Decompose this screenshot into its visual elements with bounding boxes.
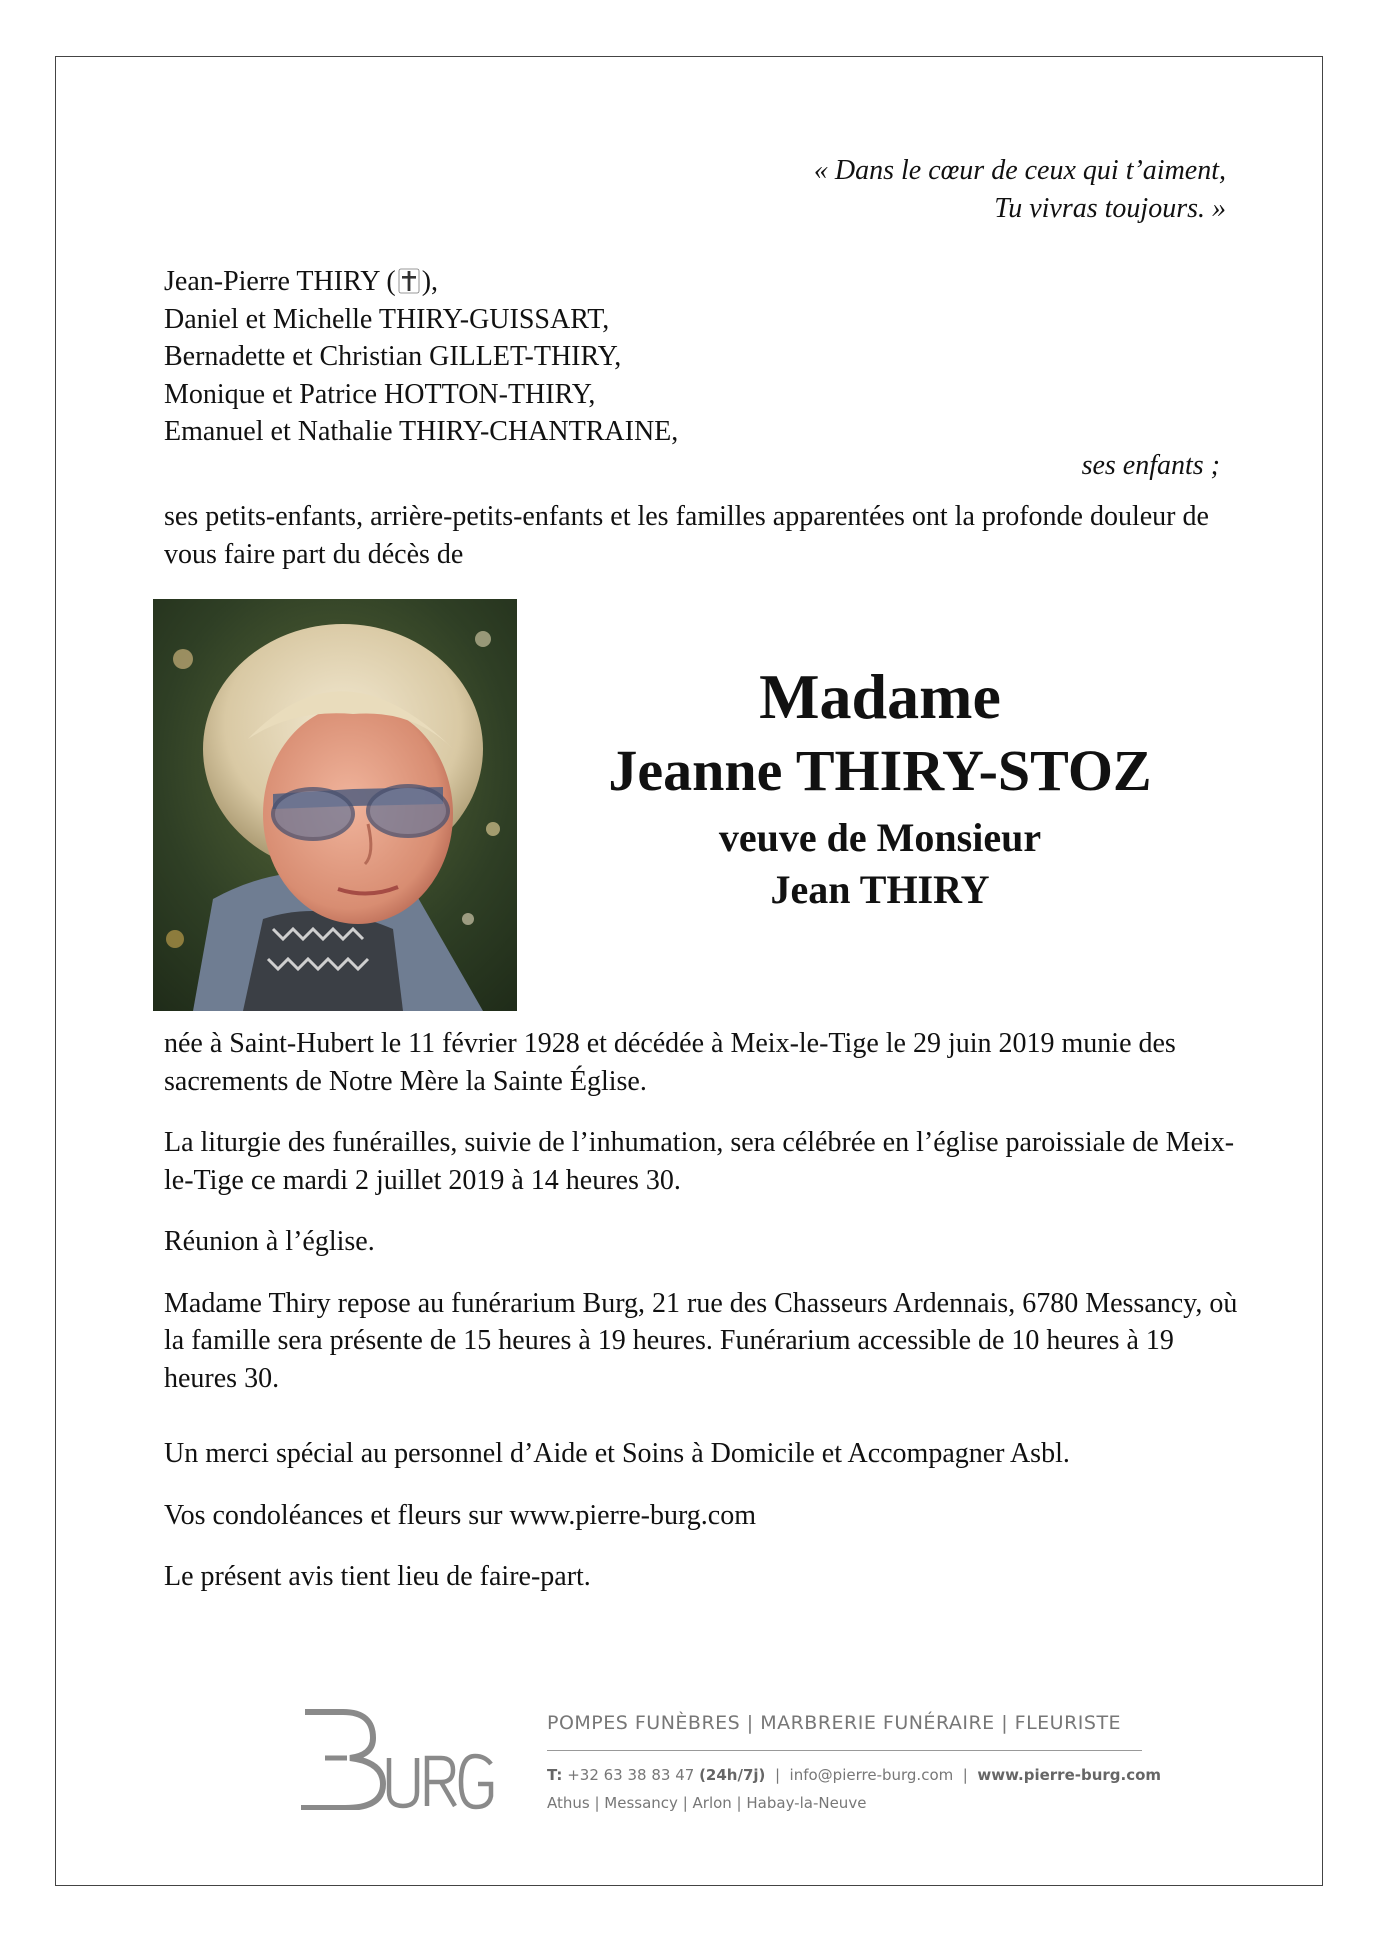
children-list: [164, 263, 678, 451]
announcement-body: [164, 1025, 1244, 1620]
phone-hours: (24h/7j): [699, 1766, 766, 1784]
deceased-name: Jeanne THIRY-STOZ: [608, 738, 1152, 803]
phone-number: +32 63 38 83 47: [567, 1766, 695, 1784]
contact-separator: |: [958, 1766, 973, 1784]
portrait-photo: [153, 599, 517, 1011]
footer-contact: [547, 1766, 1161, 1784]
condolences-paragraph: Vos condoléances et fleurs sur www.pierre-burg.com: [164, 1499, 756, 1531]
website-link[interactable]: www.pierre-burg.com: [977, 1766, 1162, 1784]
thanks-paragraph: Un merci spécial au personnel d’Aide et Soins à Domicile et Accompagner Asbl.: [164, 1438, 1070, 1469]
funeral-paragraph: La liturgie des funérailles, suivie de l’inhumation, sera célébrée en l’église paroissiale de Meix-le-Tige ce mardi 2 juillet 2019 à 14 heures 30.: [164, 1127, 1235, 1196]
child-line-5: Emanuel et Nathalie THIRY-CHANTRAINE,: [164, 416, 679, 447]
funeral-home-footer: [295, 1700, 1195, 1820]
spouse-name: Jean THIRY: [770, 867, 990, 912]
epigraph-quote: [814, 152, 1226, 228]
footer-divider: [547, 1750, 1142, 1751]
deceased-title: Madame: [759, 661, 1001, 732]
children-suffix: ses enfants ;: [1081, 450, 1220, 481]
quote-line-1: « Dans le cœur de ceux qui t’aiment,: [813, 155, 1226, 186]
footer-locations: Athus | Messancy | Arlon | Habay-la-Neuve: [547, 1794, 867, 1812]
birth-death-paragraph: née à Saint-Hubert le 11 février 1928 et décédée à Meix-le-Tige le 29 juin 2019 munie des sacrements de Notre Mère la Sainte Église.: [164, 1028, 1176, 1097]
cross-icon: [398, 268, 420, 294]
child-line-1: [164, 263, 678, 301]
footer-tagline: POMPES FUNÈBRES | MARBRERIE FUNÉRAIRE | FLEURISTE: [547, 1712, 1122, 1734]
deceased-name-block: [520, 660, 1240, 916]
widow-of-label: veuve de Monsieur: [718, 815, 1042, 860]
child-1-name: Jean-Pierre THIRY (: [164, 266, 396, 297]
intro-text: ses petits-enfants, arrière-petits-enfants et les familles apparentées ont la profonde douleur de vous faire part du décès de: [164, 501, 1209, 570]
burg-logo: [295, 1700, 495, 1810]
child-line-3: Bernadette et Christian GILLET-THIRY,: [164, 341, 622, 372]
phone-label: T:: [547, 1766, 563, 1784]
quote-line-2: Tu vivras toujours. »: [994, 193, 1226, 224]
child-1-suffix: ),: [421, 266, 439, 297]
notice-paragraph: Le présent avis tient lieu de faire-part.: [164, 1561, 591, 1592]
funeral-home-paragraph: Madame Thiry repose au funérarium Burg, 21 rue des Chasseurs Ardennais, 6780 Messancy, où la famille sera présente de 15 heures à 19 heures. Funérarium accessible de 10 heures à 19 heures 30.: [164, 1287, 1238, 1394]
child-line-4: Monique et Patrice HOTTON-THIRY,: [164, 378, 596, 410]
portrait-image: [153, 599, 517, 1011]
child-line-2: Daniel et Michelle THIRY-GUISSART,: [164, 303, 610, 335]
email-link[interactable]: info@pierre-burg.com: [789, 1766, 954, 1784]
meeting-paragraph: Réunion à l’église.: [164, 1226, 375, 1257]
contact-separator: |: [770, 1766, 785, 1784]
